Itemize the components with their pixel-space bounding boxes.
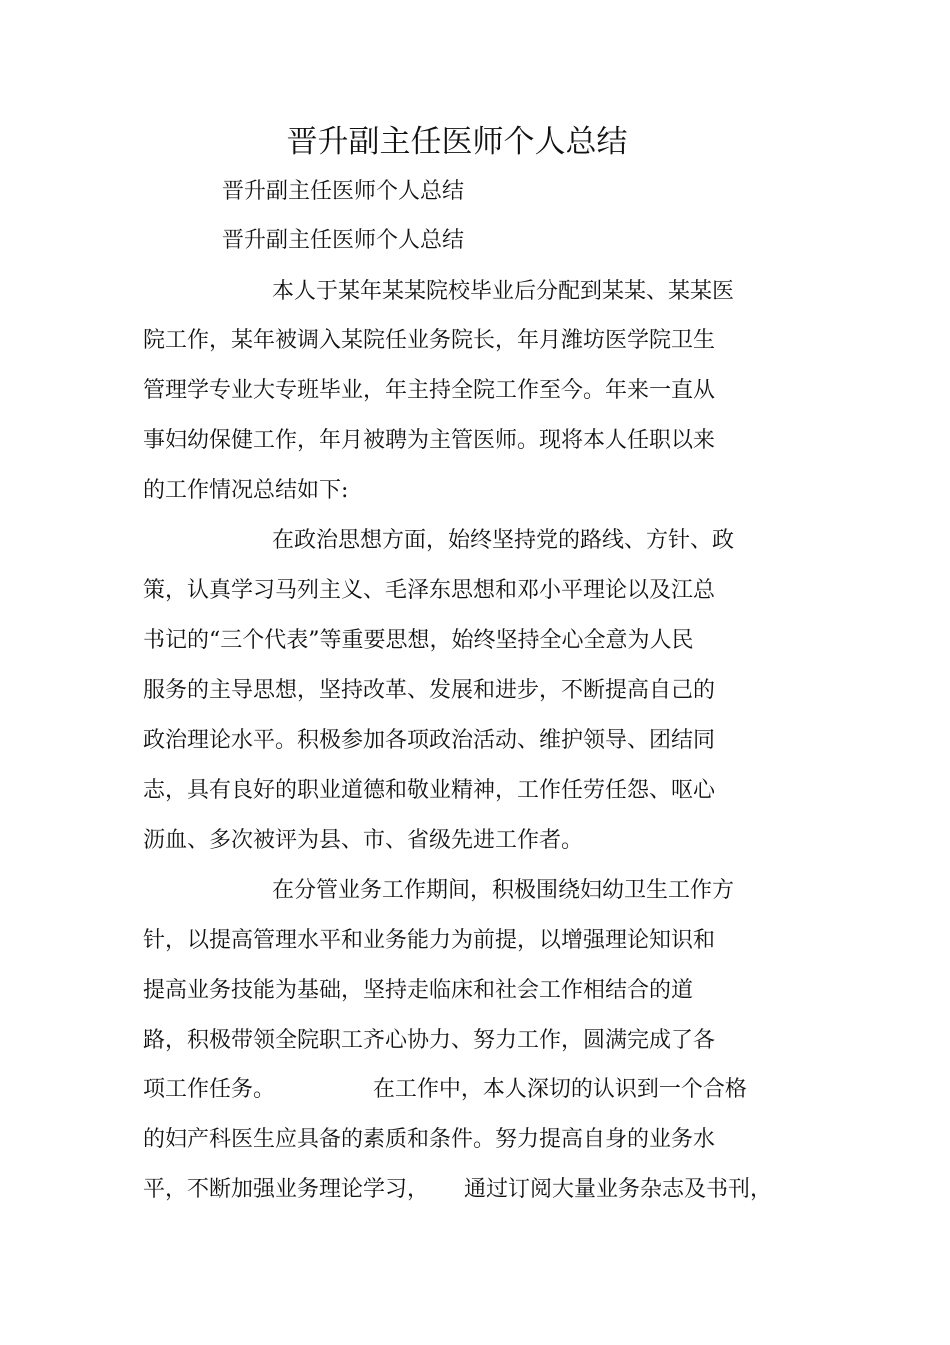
body-line-11: 志，具有良好的职业道德和敬业精神，工作任劳任怨、呕心 <box>143 778 716 803</box>
body-line-4: 事妇幼保健工作，年月被聘为主管医师。现将本人任职以来 <box>143 428 716 453</box>
body-line-12: 沥血、多次被评为县、市、省级先进工作者。 <box>143 828 584 853</box>
document-subtitle-2: 晋升副主任医师个人总结 <box>222 228 465 253</box>
body-line-9: 服务的主导思想，坚持改革、发展和进步，不断提高自己的 <box>143 678 716 703</box>
body-line-14: 针，以提高管理水平和业务能力为前提，以增强理论知识和 <box>143 928 716 953</box>
body-line-1: 本人于某年某某院校毕业后分配到某某、某某医 <box>272 279 735 304</box>
body-line-2: 院工作，某年被调入某院任业务院长，年月潍坊医学院卫生 <box>143 328 716 353</box>
body-line-6: 在政治思想方面，始终坚持党的路线、方针、政 <box>272 528 735 553</box>
body-line-3: 管理学专业大专班毕业，年主持全院工作至今。年来一直从 <box>143 378 716 403</box>
body-line-10: 政治理论水平。积极参加各项政治活动、维护领导、团结同 <box>143 728 716 753</box>
body-line-8: 书记的“三个代表”等重要思想，始终坚持全心全意为人民 <box>143 628 694 653</box>
body-line-18: 的妇产科医生应具备的素质和条件。努力提高自身的业务水 <box>143 1127 716 1152</box>
body-line-16: 路，积极带领全院职工齐心协力、努力工作，圆满完成了各 <box>143 1028 716 1053</box>
document-subtitle-1: 晋升副主任医师个人总结 <box>222 179 465 204</box>
body-line-7: 策，认真学习马列主义、毛泽东思想和邓小平理论以及江总 <box>143 578 716 603</box>
document-title: 晋升副主任医师个人总结 <box>286 124 628 160</box>
body-line-5: 的工作情况总结如下: <box>143 478 349 503</box>
body-line-15: 提高业务技能为基础，坚持走临床和社会工作相结合的道 <box>143 978 694 1003</box>
body-line-13: 在分管业务工作期间，积极围绕妇幼卫生工作方 <box>272 878 735 903</box>
body-line-19: 平，不断加强业务理论学习， 通过订阅大量业务杂志及书刊， <box>143 1177 772 1202</box>
body-line-17: 项工作任务。 在工作中，本人深切的认识到一个合格 <box>143 1077 747 1102</box>
